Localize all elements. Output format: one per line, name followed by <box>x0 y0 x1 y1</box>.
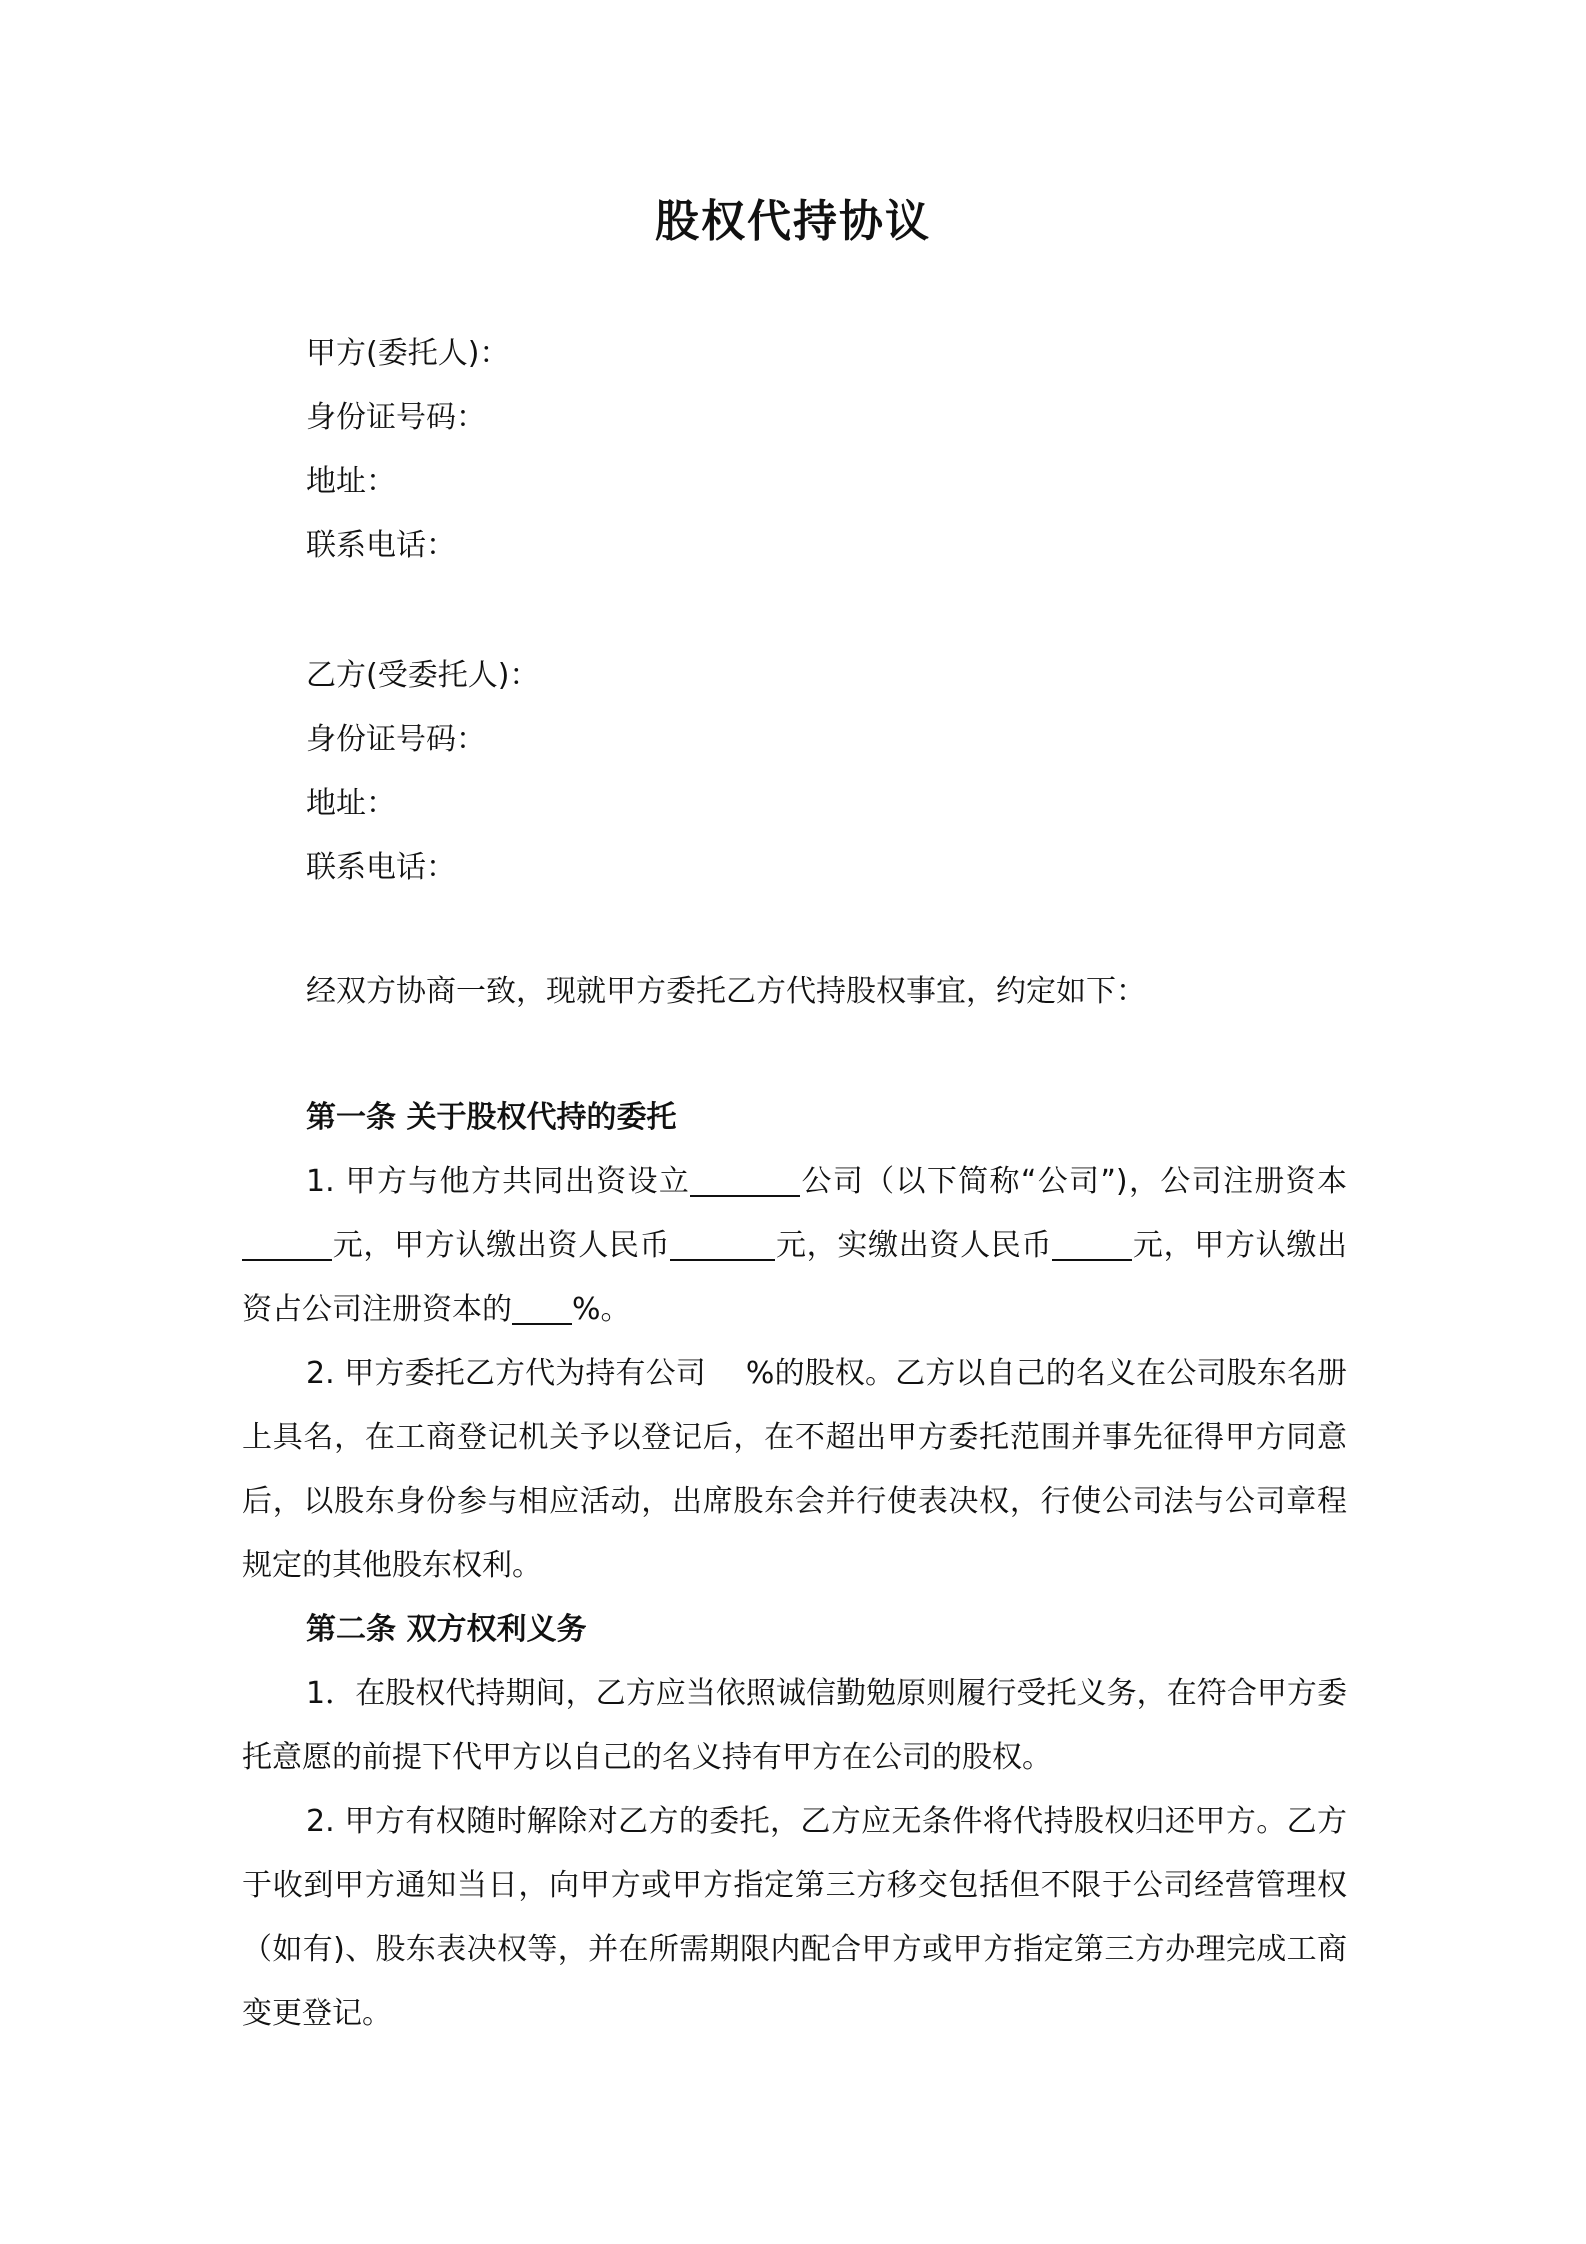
party-a-phone-label: 联系电话： <box>306 528 456 563</box>
article-2-clause-1: 1．在股权代持期间，乙方应当依照诚信勤勉原则履行受托义务，在符合甲方委托意愿的前提下代甲方以自己的名义持有甲方在公司的股权。 <box>242 1676 1347 1775</box>
preamble: 经双方协商一致，现就甲方委托乙方代持股权事宜，约定如下： <box>306 974 1146 1009</box>
document-title: 股权代持协议 <box>655 196 931 247</box>
company-name-blank <box>690 1159 800 1197</box>
article-2-clause-2: 2. 甲方有权随时解除对乙方的委托，乙方应无条件将代持股权归还甲方。乙方于收到甲方通知当日，向甲方或甲方指定第三方移交包括但不限于公司经营管理权（如有)、股东表决权等，并在所需期限内配合甲方或甲方指定第三方办理完成工商变更登记。 <box>242 1804 1347 2031</box>
party-a-address-label: 地址： <box>306 464 396 499</box>
paid-capital-blank <box>1052 1223 1132 1261</box>
clause-text: 元，实缴出资人民币 <box>775 1228 1053 1263</box>
subscribed-capital-blank <box>670 1223 775 1261</box>
party-a-id-label: 身份证号码： <box>306 400 486 435</box>
spacer <box>242 578 1347 644</box>
clause-text: 2. 甲方委托乙方代为持有公司 <box>306 1356 706 1391</box>
clause-text: %的股权。乙方以自己的名义在公司股东名册上具名，在工商登记机关予以登记后，在不超出甲方委托范围并事先征得甲方同意后，以股东身份参与相应活动，出席股东会并行使表决权，行使公司法与公司章程规定的其他股东权利。 <box>242 1356 1347 1583</box>
article-1-clause-2 <box>242 1342 1347 1598</box>
party-b-phone-label: 联系电话： <box>306 850 456 885</box>
article-1-heading: 第一条 关于股权代持的委托 <box>306 1100 677 1135</box>
party-b-id-label: 身份证号码： <box>306 722 486 757</box>
spacer <box>242 1024 1347 1086</box>
article-1-clause-1 <box>242 1150 1347 1342</box>
clause-text: 公司（以下简称“公司”)，公司注册资本 <box>800 1164 1347 1199</box>
document-body <box>242 322 1347 2046</box>
clause-text: 元，甲方认缴出资占公司注册资本的 <box>242 1228 1348 1327</box>
party-b-label: 乙方(受委托人)： <box>306 658 540 693</box>
clause-text: 1. 甲方与他方共同出资设立 <box>306 1164 691 1199</box>
clause-text: 元，甲方认缴出资人民币 <box>332 1228 671 1263</box>
party-a-label: 甲方(委托人)： <box>306 336 510 371</box>
article-2-heading: 第二条 双方权利义务 <box>306 1612 587 1647</box>
clause-text: %。 <box>572 1292 631 1327</box>
registered-capital-blank <box>242 1223 332 1261</box>
spacer <box>242 900 1347 960</box>
share-percent-blank <box>512 1287 572 1325</box>
party-b-address-label: 地址： <box>306 786 396 821</box>
